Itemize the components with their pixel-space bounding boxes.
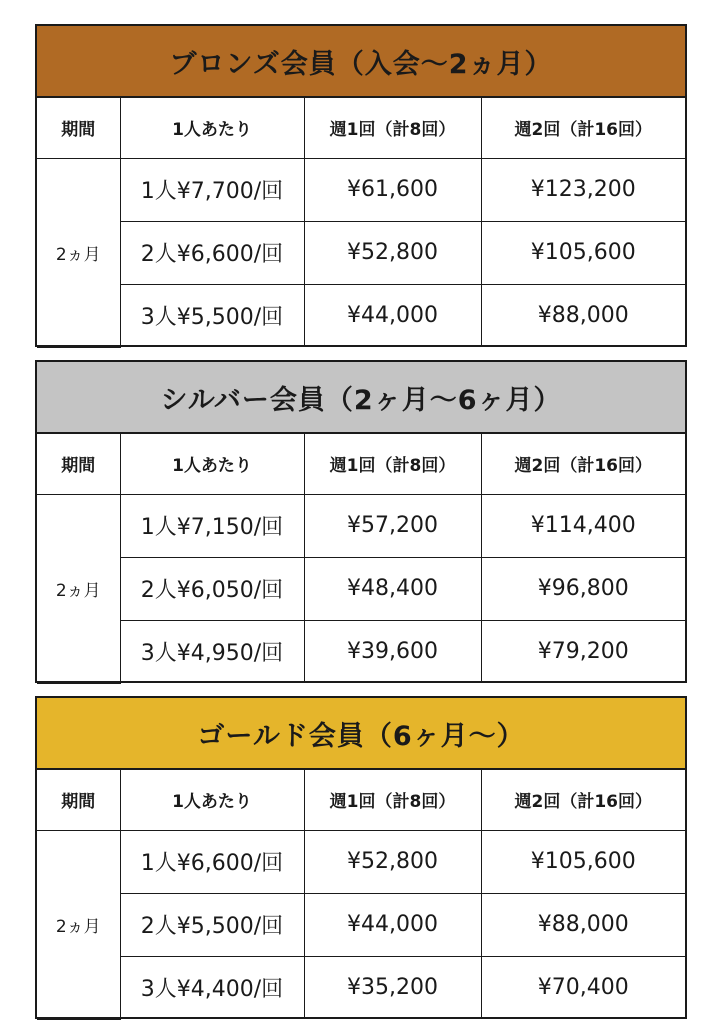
per-person-cell: 3人¥5,500/回	[120, 284, 304, 347]
period-cell: 2ヵ月	[37, 494, 120, 683]
price-table	[37, 434, 685, 684]
per-person-cell: 2人¥6,050/回	[120, 557, 304, 620]
table-row	[37, 494, 685, 557]
weekly2-cell: ¥123,200	[481, 158, 685, 221]
weekly1-cell: ¥61,600	[304, 158, 481, 221]
weekly2-header: 週2回（計16回）	[481, 434, 685, 494]
price-table	[37, 770, 685, 1020]
table-row	[37, 284, 685, 347]
per-person-header: 1人あたり	[120, 770, 304, 830]
gold-plan-table	[35, 696, 687, 1019]
table-row	[37, 830, 685, 893]
table-row	[37, 620, 685, 683]
weekly1-cell: ¥57,200	[304, 494, 481, 557]
weekly1-cell: ¥35,200	[304, 956, 481, 1019]
header-row	[37, 98, 685, 158]
period-header: 期間	[37, 98, 120, 158]
weekly1-cell: ¥52,800	[304, 221, 481, 284]
per-person-cell: 3人¥4,950/回	[120, 620, 304, 683]
table-row	[37, 221, 685, 284]
plan-title: シルバー会員（2ヶ月〜6ヶ月）	[37, 362, 685, 434]
weekly2-cell: ¥105,600	[481, 221, 685, 284]
plan-title: ゴールド会員（6ヶ月〜）	[37, 698, 685, 770]
weekly2-cell: ¥88,000	[481, 893, 685, 956]
per-person-header: 1人あたり	[120, 98, 304, 158]
per-person-cell: 1人¥7,700/回	[120, 158, 304, 221]
bronze-plan-table	[35, 24, 687, 347]
weekly2-cell: ¥88,000	[481, 284, 685, 347]
period-cell: 2ヵ月	[37, 830, 120, 1019]
weekly1-header: 週1回（計8回）	[304, 434, 481, 494]
plan-title: ブロンズ会員（入会〜2ヵ月）	[37, 26, 685, 98]
weekly2-cell: ¥70,400	[481, 956, 685, 1019]
silver-plan-table	[35, 360, 687, 683]
weekly2-header: 週2回（計16回）	[481, 98, 685, 158]
period-header: 期間	[37, 434, 120, 494]
period-header: 期間	[37, 770, 120, 830]
weekly1-header: 週1回（計8回）	[304, 98, 481, 158]
weekly2-cell: ¥96,800	[481, 557, 685, 620]
weekly2-cell: ¥114,400	[481, 494, 685, 557]
header-row	[37, 770, 685, 830]
weekly1-header: 週1回（計8回）	[304, 770, 481, 830]
per-person-cell: 1人¥6,600/回	[120, 830, 304, 893]
weekly1-cell: ¥39,600	[304, 620, 481, 683]
weekly1-cell: ¥52,800	[304, 830, 481, 893]
weekly1-cell: ¥44,000	[304, 893, 481, 956]
per-person-cell: 2人¥5,500/回	[120, 893, 304, 956]
period-cell: 2ヵ月	[37, 158, 120, 347]
table-row	[37, 557, 685, 620]
table-row	[37, 956, 685, 1019]
per-person-cell: 3人¥4,400/回	[120, 956, 304, 1019]
weekly2-header: 週2回（計16回）	[481, 770, 685, 830]
per-person-cell: 2人¥6,600/回	[120, 221, 304, 284]
weekly2-cell: ¥105,600	[481, 830, 685, 893]
table-row	[37, 158, 685, 221]
weekly1-cell: ¥48,400	[304, 557, 481, 620]
weekly1-cell: ¥44,000	[304, 284, 481, 347]
price-table	[37, 98, 685, 348]
table-row	[37, 893, 685, 956]
header-row	[37, 434, 685, 494]
weekly2-cell: ¥79,200	[481, 620, 685, 683]
per-person-cell: 1人¥7,150/回	[120, 494, 304, 557]
per-person-header: 1人あたり	[120, 434, 304, 494]
